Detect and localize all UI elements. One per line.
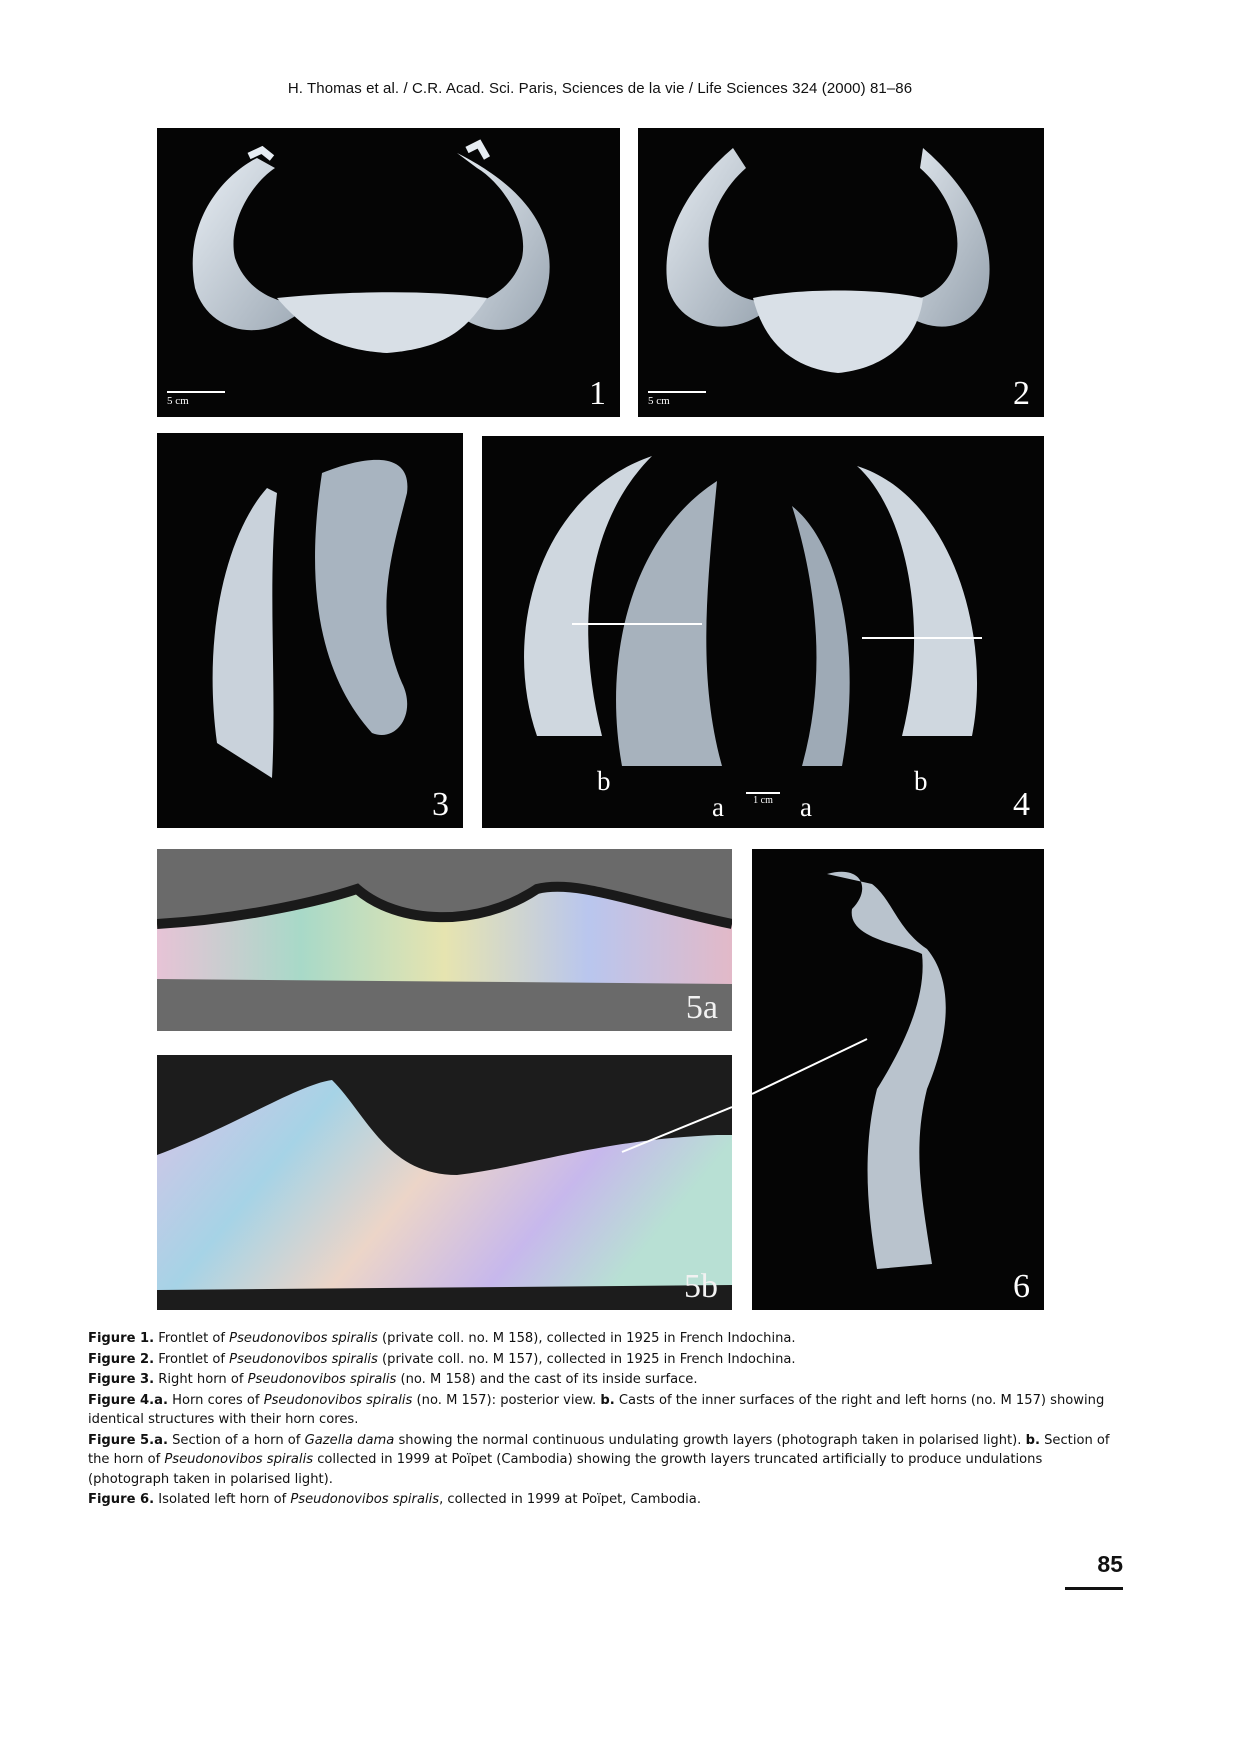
frontlet-m158-image bbox=[157, 128, 620, 417]
horn-and-cast-image bbox=[157, 433, 463, 828]
horn-cores-and-casts-image bbox=[482, 436, 1044, 828]
figure-captions bbox=[88, 1329, 1124, 1511]
caption-italic-text: Pseudonovibos spiralis bbox=[247, 1372, 397, 1387]
figure-caption bbox=[88, 1490, 1124, 1510]
caption-label: Figure 5.a. bbox=[88, 1432, 168, 1448]
plate-number: 4 bbox=[1013, 786, 1030, 823]
scale-bar bbox=[746, 792, 780, 806]
figure-caption bbox=[88, 1350, 1124, 1370]
caption-label: Figure 2. bbox=[88, 1351, 155, 1367]
caption-text: Section of a horn of bbox=[172, 1432, 305, 1448]
caption-label: Figure 3. bbox=[88, 1372, 155, 1387]
scale-label: 5 cm bbox=[167, 395, 189, 407]
caption-label: Figure 4.a. bbox=[88, 1392, 168, 1408]
caption-text: Horn cores of bbox=[172, 1392, 264, 1408]
label-b: b bbox=[597, 766, 611, 796]
figure-caption bbox=[88, 1329, 1124, 1349]
label-b: b bbox=[914, 766, 928, 796]
plate-number: 5a bbox=[685, 989, 718, 1026]
caption-italic-text: Pseudonovibos spiralis bbox=[229, 1331, 378, 1346]
figure-caption bbox=[88, 1370, 1124, 1390]
frontlet-m157-image bbox=[638, 128, 1044, 417]
figure-caption bbox=[88, 1431, 1124, 1490]
caption-bold-text: b. bbox=[600, 1392, 615, 1408]
caption-label: Figure 1. bbox=[88, 1331, 155, 1346]
caption-text: (private coll. no. M 157), collected in 1925 in French Indochina. bbox=[377, 1351, 796, 1367]
caption-text: Isolated left horn of bbox=[158, 1492, 291, 1507]
figure-5a-photo bbox=[157, 849, 732, 1031]
figure-6-photo bbox=[752, 849, 1044, 1310]
scale-bar bbox=[167, 391, 225, 407]
caption-italic-text: Gazella dama bbox=[304, 1432, 395, 1448]
scale-label: 5 cm bbox=[648, 395, 670, 407]
figure-1-photo bbox=[157, 128, 620, 417]
plate-number: 1 bbox=[589, 375, 606, 412]
figure-2-photo bbox=[638, 128, 1044, 417]
isolated-left-horn-image bbox=[752, 849, 1044, 1310]
plate-number: 5b bbox=[684, 1268, 718, 1305]
caption-italic-text: Pseudonovibos spiralis bbox=[290, 1492, 440, 1507]
caption-label: Figure 6. bbox=[88, 1492, 155, 1507]
caption-text: Frontlet of bbox=[158, 1351, 230, 1367]
label-a: a bbox=[712, 792, 724, 822]
page-number-rule bbox=[1065, 1587, 1123, 1590]
caption-text: Right horn of bbox=[158, 1372, 248, 1387]
figure-caption bbox=[88, 1391, 1124, 1430]
caption-text: (no. M 158) and the cast of its inside surface. bbox=[396, 1372, 698, 1387]
plate-number: 6 bbox=[1013, 1268, 1030, 1305]
caption-text: Section of the horn of bbox=[88, 1432, 1110, 1467]
caption-text: Casts of the inner surfaces of the right and left horns (no. M 157) showing identical structures with their horn cores. bbox=[88, 1392, 1105, 1427]
caption-text: showing the normal continuous undulating growth layers (photograph taken in polarised light). bbox=[394, 1432, 1026, 1448]
scale-label: 1 cm bbox=[753, 795, 773, 806]
figure-4-photo bbox=[482, 436, 1044, 828]
plate-number: 2 bbox=[1013, 375, 1030, 412]
figure-3-photo bbox=[157, 433, 463, 828]
page-number: 85 bbox=[1097, 1551, 1123, 1577]
pseudonovibos-section-image bbox=[157, 1055, 732, 1310]
gazella-section-image bbox=[157, 849, 732, 1031]
caption-bold-text: b. bbox=[1025, 1432, 1040, 1448]
caption-italic-text: Pseudonovibos spiralis bbox=[164, 1452, 314, 1467]
caption-text: (no. M 157): posterior view. bbox=[412, 1392, 601, 1408]
figure-5b-photo bbox=[157, 1055, 732, 1310]
caption-text: collected in 1999 at Poïpet (Cambodia) showing the growth layers truncated artificially to produce undulations (photograph taken in polarised light). bbox=[88, 1452, 1043, 1487]
scale-bar bbox=[648, 391, 706, 407]
caption-italic-text: Pseudonovibos spiralis bbox=[229, 1351, 378, 1367]
running-head: H. Thomas et al. / C.R. Acad. Sci. Paris, Sciences de la vie / Life Sciences 324 (2000) 81–86 bbox=[287, 80, 913, 97]
caption-text: Frontlet of bbox=[158, 1331, 230, 1346]
label-a: a bbox=[800, 792, 812, 822]
caption-italic-text: Pseudonovibos spiralis bbox=[263, 1392, 413, 1408]
plate-number: 3 bbox=[432, 786, 449, 823]
caption-text: , collected in 1999 at Poïpet, Cambodia. bbox=[439, 1492, 701, 1507]
caption-text: (private coll. no. M 158), collected in 1925 in French Indochina. bbox=[377, 1331, 796, 1346]
